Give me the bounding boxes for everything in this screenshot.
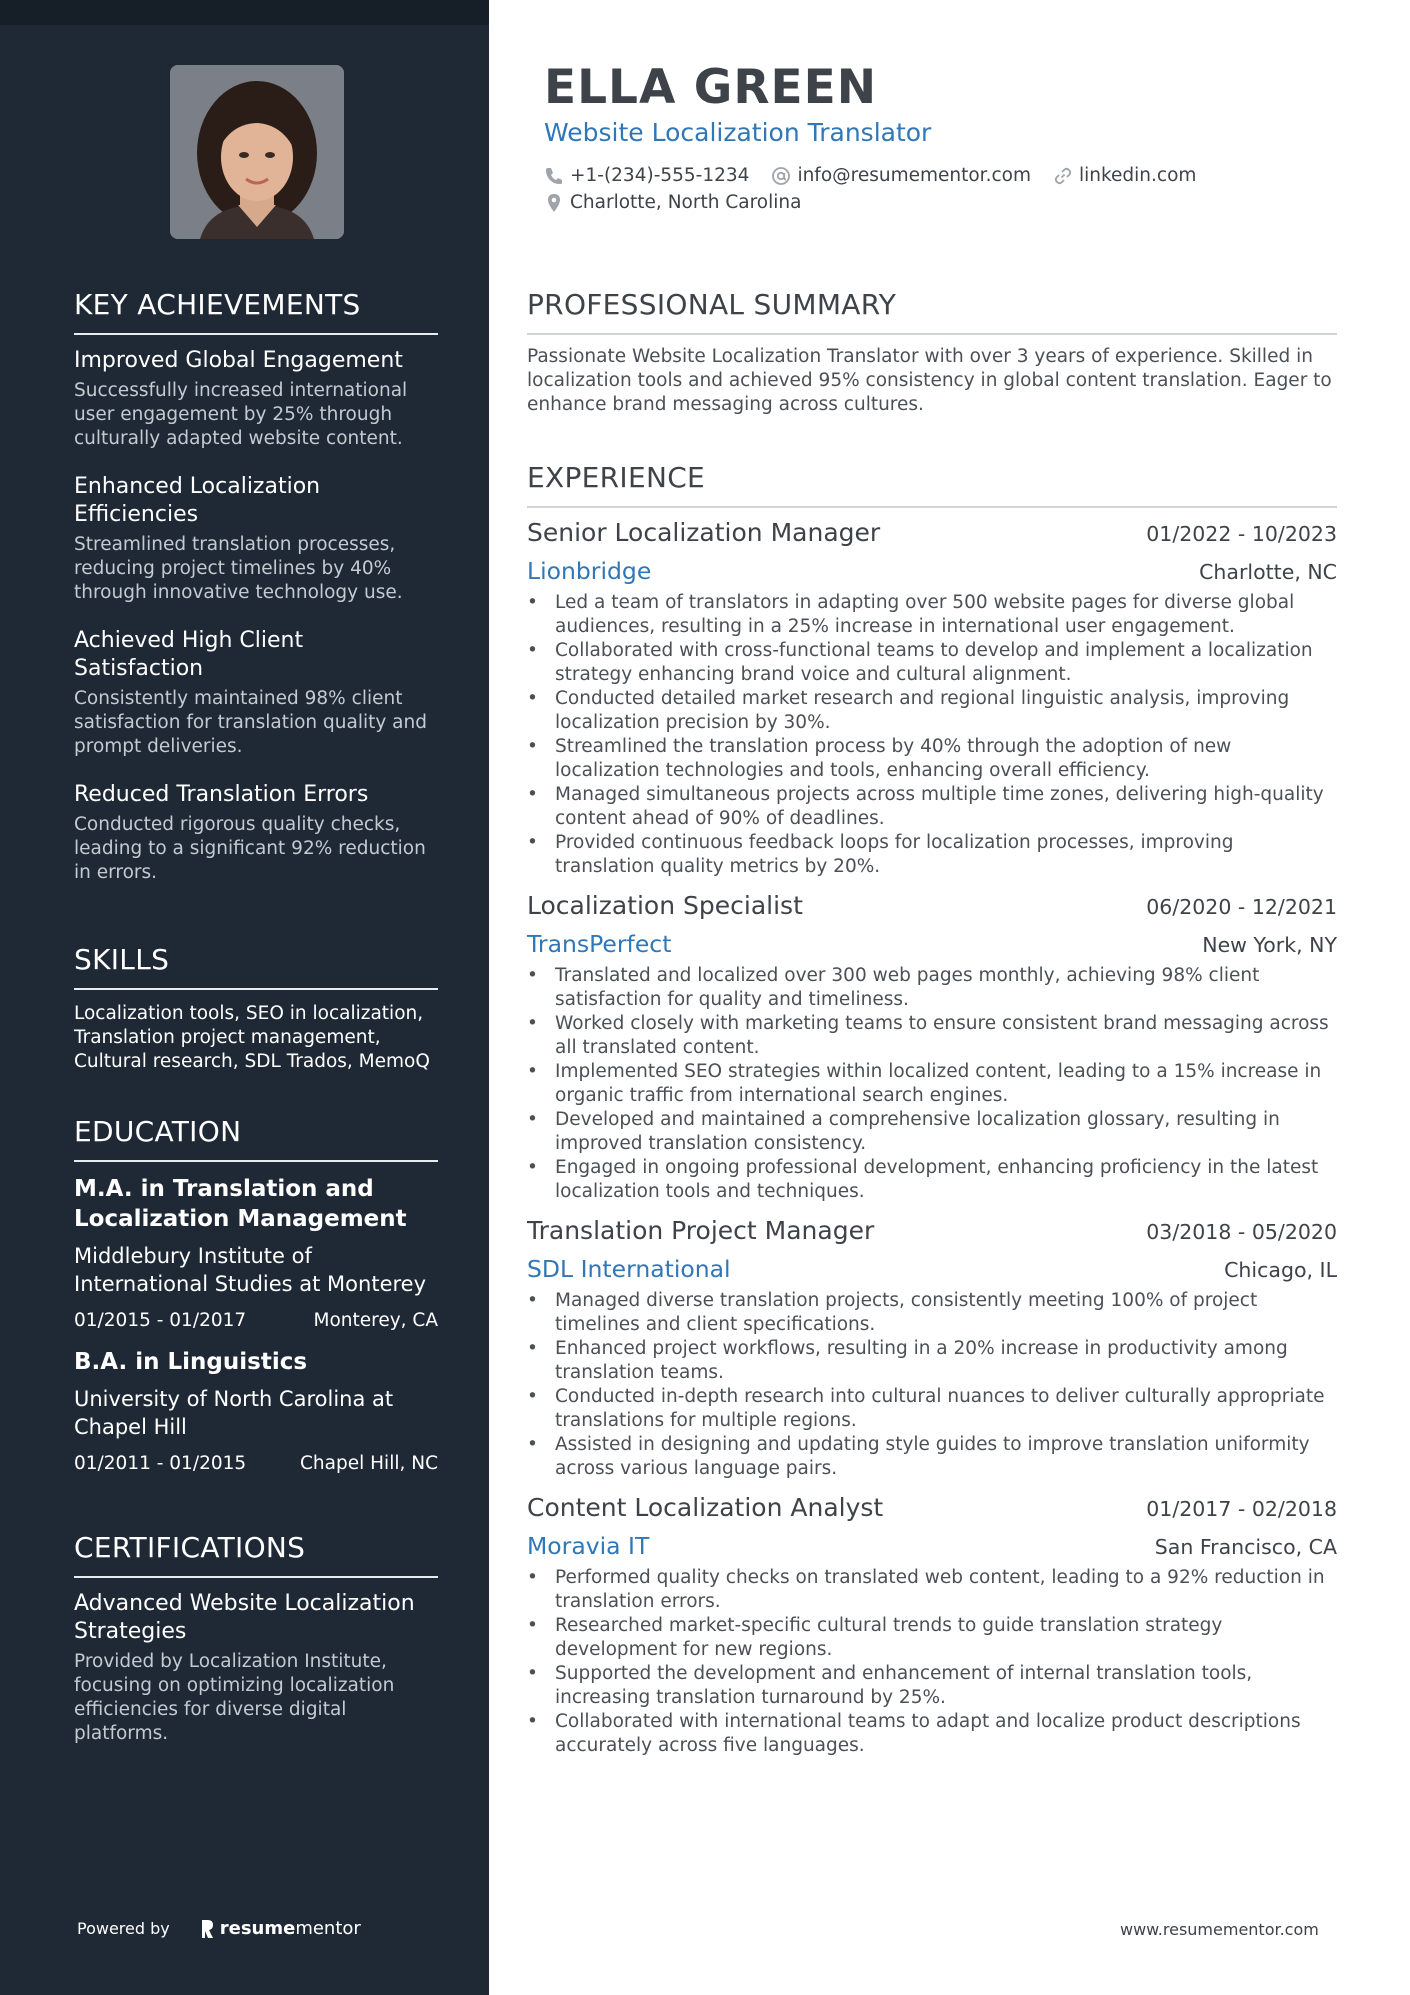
certification-description: Provided by Localization Institute, focusing on optimizing localization efficiencies for diverse digital platforms. (74, 1651, 395, 1744)
job-location: San Francisco, CA (1154, 1535, 1337, 1559)
footer-website-link[interactable]: www.resumementor.com (1120, 1920, 1319, 1939)
education-item (74, 1174, 438, 1331)
achievement-title: Improved Global Engagement (74, 348, 403, 373)
contact-row-location (544, 192, 1344, 213)
job-title: Localization Specialist (527, 891, 803, 920)
contact-email[interactable] (771, 165, 1031, 186)
job-entry (527, 891, 1337, 1204)
job-dates: 03/2018 - 05/2020 (1146, 1220, 1337, 1244)
job-bullet: • Engaged in ongoing professional development, enhancing proficiency in the latest localization tools and techniques. (527, 1156, 1337, 1204)
contact-row (544, 165, 1344, 186)
phone-text: +1-(234)-555-1234 (570, 165, 750, 186)
company-name: Lionbridge (527, 557, 652, 585)
job-bullet: • Worked closely with marketing teams to ensure consistent brand messaging across all translated content. (527, 1012, 1337, 1060)
education-school: Middlebury Institute of International Studies at Monterey (74, 1244, 427, 1296)
certification-title: Advanced Website Localization Strategies (74, 1591, 415, 1644)
job-title: Senior Localization Manager (527, 518, 881, 547)
achievement-item (74, 347, 438, 451)
job-dates: 01/2022 - 10/2023 (1146, 522, 1337, 546)
powered-by-label: Powered by (77, 1919, 170, 1938)
education-degree: M.A. in Translation and Localization Management (74, 1176, 407, 1232)
education-dates: 01/2011 - 01/2015 (74, 1453, 247, 1474)
education-location: Monterey, CA (313, 1310, 438, 1331)
achievement-description: Conducted rigorous quality checks, leading to a significant 92% reduction in errors. (74, 814, 426, 883)
job-dates: 06/2020 - 12/2021 (1146, 895, 1337, 919)
link-icon (1053, 166, 1073, 186)
job-bullets (527, 591, 1337, 879)
key-achievements-heading: KEY ACHIEVEMENTS (74, 288, 438, 335)
job-bullets (527, 1289, 1337, 1481)
key-achievements-section (74, 288, 438, 907)
achievement-title: Enhanced Localization Efficiencies (74, 474, 321, 527)
education-heading: EDUCATION (74, 1115, 438, 1162)
profile-portrait-image (170, 65, 344, 239)
map-pin-icon (544, 193, 564, 213)
contact-location (544, 192, 801, 213)
job-entry (527, 1216, 1337, 1481)
phone-icon (544, 166, 564, 186)
at-sign-icon (771, 166, 791, 186)
job-bullet: • Researched market-specific cultural trends to guide translation strategy development for new regions. (527, 1614, 1337, 1662)
job-bullet: • Translated and localized over 300 web pages monthly, achieving 98% client satisfaction for quality and timeliness. (527, 964, 1337, 1012)
experience-section (527, 461, 1337, 1770)
job-bullet: • Performed quality checks on translated web content, leading to a 92% reduction in translation errors. (527, 1566, 1337, 1614)
job-location: Charlotte, NC (1199, 560, 1337, 584)
job-title: Content Localization Analyst (527, 1493, 884, 1522)
job-bullet: • Managed simultaneous projects across multiple time zones, delivering high-quality content ahead of 90% of deadlines. (527, 783, 1337, 831)
education-dates: 01/2015 - 01/2017 (74, 1310, 247, 1331)
education-item (74, 1347, 438, 1474)
job-location: Chicago, IL (1224, 1258, 1337, 1282)
resume-header (544, 60, 1344, 213)
resumementor-logo-link[interactable] (200, 1918, 361, 1939)
achievement-title: Achieved High Client Satisfaction (74, 628, 304, 681)
job-location: New York, NY (1202, 933, 1337, 957)
email-text: info@resumementor.com (797, 165, 1031, 186)
job-bullet: • Streamlined the translation process by 40% through the adoption of new localization technologies and tools, enhancing overall efficiency. (527, 735, 1337, 783)
job-bullet: • Developed and maintained a comprehensive localization glossary, resulting in improved translation consistency. (527, 1108, 1337, 1156)
job-dates: 01/2017 - 02/2018 (1146, 1497, 1337, 1521)
skills-list: Localization tools, SEO in localization, Translation project management, Cultural research, SDL Trados, MemoQ (74, 1003, 430, 1072)
professional-summary-section (527, 288, 1337, 417)
profile-photo (170, 65, 344, 239)
certifications-heading: CERTIFICATIONS (74, 1531, 438, 1578)
job-entry (527, 1493, 1337, 1758)
job-title: Translation Project Manager (527, 1216, 875, 1245)
company-name: SDL International (527, 1255, 731, 1283)
achievement-item (74, 781, 438, 885)
job-bullet: • Conducted in-depth research into cultural nuances to deliver culturally appropriate translations for multiple regions. (527, 1385, 1337, 1433)
job-bullet: • Supported the development and enhancement of internal translation tools, increasing translation turnaround by 25%. (527, 1662, 1337, 1710)
certifications-section (74, 1531, 438, 1746)
location-text: Charlotte, North Carolina (570, 192, 802, 213)
job-bullet: • Conducted detailed market research and regional linguistic analysis, improving localization precision by 30%. (527, 687, 1337, 735)
sidebar (0, 0, 489, 1995)
summary-text: Passionate Website Localization Translator with over 3 years of experience. Skilled in localization tools and achieved 95% consistency in global content translation. Eager to enhance brand messaging across cultures. (527, 346, 1332, 415)
candidate-name: ELLA GREEN (544, 60, 878, 115)
job-bullet: • Enhanced project workflows, resulting in a 20% increase in productivity among translation teams. (527, 1337, 1337, 1385)
job-bullet: • Provided continuous feedback loops for localization processes, improving translation quality metrics by 20%. (527, 831, 1337, 879)
brand-name-bold: resume (219, 1918, 296, 1939)
skills-section (74, 943, 438, 1074)
contact-phone[interactable] (544, 165, 749, 186)
achievement-description: Streamlined translation processes, reducing project timelines by 40% through innovative technology use. (74, 534, 403, 603)
contact-linkedin[interactable] (1053, 165, 1196, 186)
achievement-description: Successfully increased international user engagement by 25% through culturally adapted website content. (74, 380, 408, 449)
brand-name-rest: mentor (295, 1918, 361, 1939)
job-entry (527, 518, 1337, 879)
education-meta (74, 1310, 438, 1331)
linkedin-text: linkedin.com (1078, 165, 1197, 186)
education-section (74, 1115, 438, 1490)
job-bullet: • Implemented SEO strategies within localized content, leading to a 15% increase in organic traffic from international search engines. (527, 1060, 1337, 1108)
company-name: Moravia IT (527, 1532, 650, 1560)
education-degree: B.A. in Linguistics (74, 1349, 308, 1375)
job-bullet: • Managed diverse translation projects, consistently meeting 100% of project timelines and client specifications. (527, 1289, 1337, 1337)
candidate-role: Website Localization Translator (544, 118, 932, 147)
job-bullet: • Collaborated with international teams to adapt and localize product descriptions accurately across five languages. (527, 1710, 1337, 1758)
achievement-item (74, 627, 438, 759)
job-bullets (527, 964, 1337, 1204)
job-bullet: • Collaborated with cross-functional teams to develop and implement a localization strategy enhancing brand voice and cultural alignment. (527, 639, 1337, 687)
experience-heading: EXPERIENCE (527, 461, 1337, 508)
skills-heading: SKILLS (74, 943, 438, 990)
education-location: Chapel Hill, NC (300, 1453, 438, 1474)
summary-heading: PROFESSIONAL SUMMARY (527, 288, 1337, 335)
certification-item (74, 1590, 438, 1746)
education-school: University of North Carolina at Chapel Hill (74, 1387, 394, 1439)
education-meta (74, 1453, 438, 1474)
job-bullets (527, 1566, 1337, 1758)
achievement-item (74, 473, 438, 605)
sidebar-top-bar (0, 0, 489, 25)
powered-by (77, 1918, 361, 1939)
achievement-description: Consistently maintained 98% client satisfaction for translation quality and prompt deliveries. (74, 688, 427, 757)
job-bullet: • Led a team of translators in adapting over 500 website pages for diverse global audiences, resulting in a 25% increase in international user engagement. (527, 591, 1337, 639)
job-bullet: • Assisted in designing and updating style guides to improve translation uniformity across various language pairs. (527, 1433, 1337, 1481)
achievement-title: Reduced Translation Errors (74, 782, 369, 807)
company-name: TransPerfect (527, 930, 672, 958)
resumementor-logo-icon (200, 1919, 214, 1939)
